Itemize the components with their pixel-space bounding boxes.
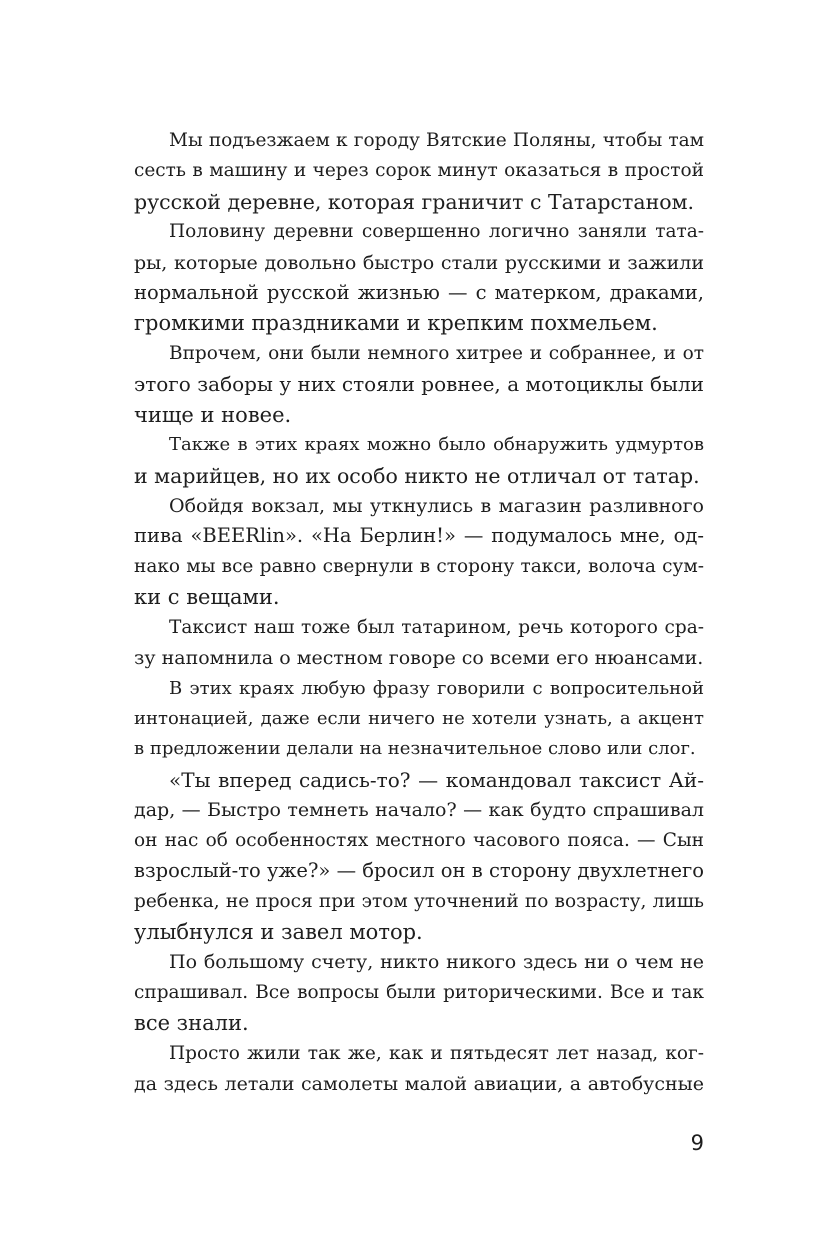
text-line: нормальной русской жизнью — с матерком, драками, xyxy=(134,281,704,304)
text-line: все знали. xyxy=(134,1011,249,1035)
text-line: улыбнулся и завел мотор. xyxy=(134,920,423,944)
text-line: в предложении делали на незначительное слово или слог. xyxy=(134,738,696,759)
text-line: да здесь летали самолеты малой авиации, а автобусные xyxy=(134,1073,704,1095)
text-line: и марийцев, но их особо никто не отличал от татар. xyxy=(134,464,700,488)
text-line: чище и новее. xyxy=(134,403,292,427)
text-line: В этих краях любую фразу говорили с вопросительной xyxy=(169,678,704,699)
text-line: взрослый-то уже?» — бросил он в сторону двухлетнего xyxy=(134,859,704,882)
text-line: Обойдя вокзал, мы уткнулись в магазин разливного xyxy=(169,495,704,517)
text-line: Просто жили так же, как и пятьдесят лет назад, ког- xyxy=(169,1043,704,1064)
text-line: спрашивал. Все вопросы были риторическими. Все и так xyxy=(134,982,704,1003)
text-line: пива «BEERlin». «На Берлин!» — подумалось мне, од- xyxy=(134,524,704,547)
text-line: нако мы все равно свернули в сторону такси, волоча сум- xyxy=(134,556,704,577)
text-line: Впрочем, они были немного хитрее и собраннее, и от xyxy=(169,343,704,364)
text-line: он нас об особенностях местного часового пояса. — Сын xyxy=(134,830,704,851)
text-line: интонацией, даже если ничего не хотели узнать, а акцент xyxy=(134,708,704,729)
page-number: 9 xyxy=(690,1131,704,1155)
text-line: ры, которые довольно быстро стали русскими и зажили xyxy=(134,252,704,274)
text-line: Также в этих краях можно было обнаружить удмуртов xyxy=(169,434,704,455)
text-line: По большому счету, никто никого здесь ни о чем не xyxy=(169,951,704,973)
text-line: сесть в машину и через сорок минут оказаться в простой xyxy=(134,160,704,181)
text-line: громкими праздниками и крепким похмельем. xyxy=(134,311,658,335)
text-line: «Ты вперед садись-то? — командовал таксист Ай- xyxy=(169,768,704,792)
text-line: ребенка, не прося при этом уточнений по возрасту, лишь xyxy=(134,891,704,912)
text-line: Половину деревни совершенно логично заняли тата- xyxy=(169,221,704,242)
text-line: этого заборы у них стояли ровнее, а мотоциклы были xyxy=(134,372,704,396)
text-line: зу напомнила о местном говоре со всеми его нюансами. xyxy=(134,647,704,669)
text-line: дар, — Быстро темнеть начало? — как будто спрашивал xyxy=(134,799,704,821)
text-line: русской деревне, которая граничит с Татарстаном. xyxy=(134,190,695,214)
text-line: ки с вещами. xyxy=(134,585,280,609)
text-line: Таксист наш тоже был татарином, речь которого сра- xyxy=(169,617,704,638)
text-line: Мы подъезжаем к городу Вятские Поляны, чтобы там xyxy=(169,130,704,151)
